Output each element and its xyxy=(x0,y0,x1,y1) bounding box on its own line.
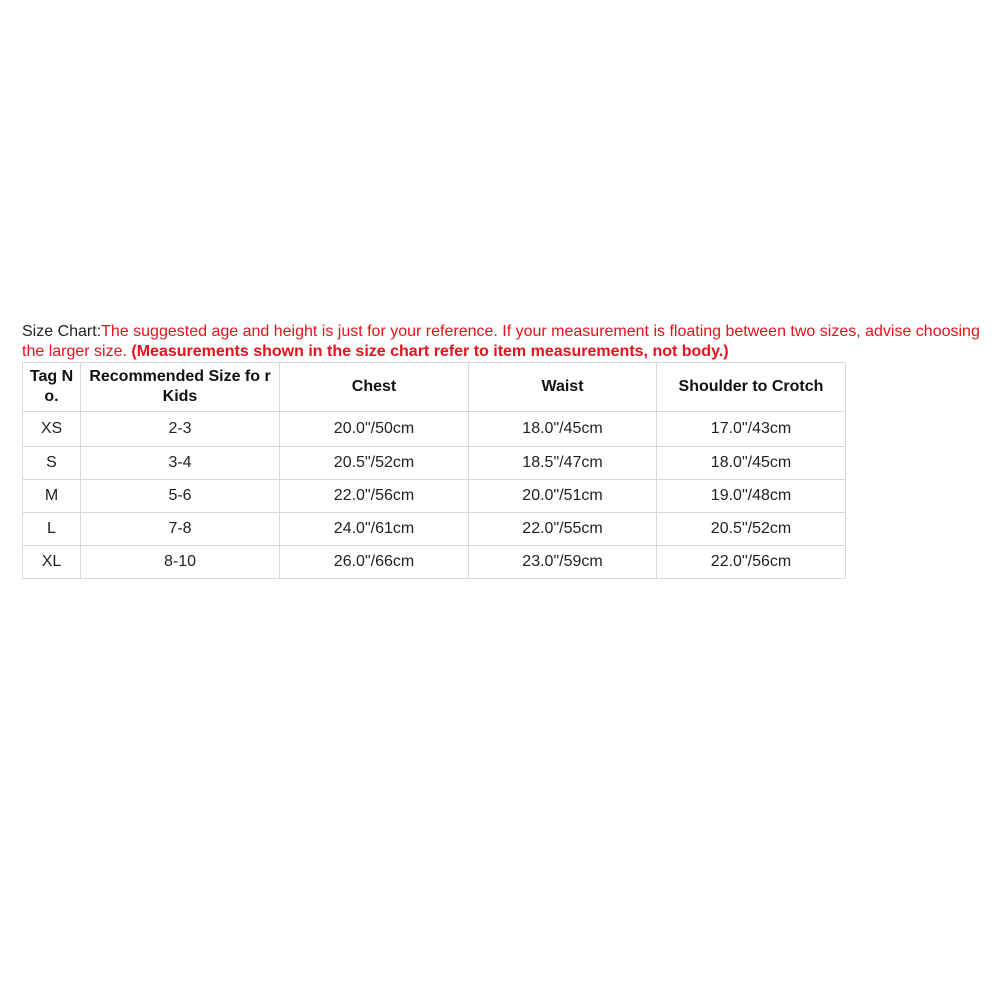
cell-shoulder-to-crotch: 22.0"/56cm xyxy=(657,546,846,579)
table-row xyxy=(23,513,846,546)
cell-tag: L xyxy=(23,513,81,546)
cell-waist: 20.0"/51cm xyxy=(469,480,657,513)
cell-chest: 20.5"/52cm xyxy=(280,447,469,480)
table-row xyxy=(23,412,846,447)
cell-waist: 18.0"/45cm xyxy=(469,412,657,447)
measurement-disclaimer: (Measurements shown in the size chart refer to item measurements, not body.) xyxy=(131,343,729,360)
cell-waist: 23.0"/59cm xyxy=(469,546,657,579)
size-advice-text: The suggested age and height is just for your reference. If your measurement is floating between two sizes, advise choosing the larger size. xyxy=(22,323,980,360)
header-recommended-size: Recommended Size fo r Kids xyxy=(81,363,280,412)
header-chest: Chest xyxy=(280,363,469,412)
header-waist: Waist xyxy=(469,363,657,412)
cell-kids-size: 2-3 xyxy=(81,412,280,447)
cell-tag: XL xyxy=(23,546,81,579)
size-chart-label: Size Chart: xyxy=(22,323,102,340)
cell-chest: 26.0"/66cm xyxy=(280,546,469,579)
cell-tag: XS xyxy=(23,412,81,447)
cell-shoulder-to-crotch: 20.5"/52cm xyxy=(657,513,846,546)
cell-shoulder-to-crotch: 18.0"/45cm xyxy=(657,447,846,480)
cell-kids-size: 5-6 xyxy=(81,480,280,513)
header-shoulder-to-crotch: Shoulder to Crotch xyxy=(657,363,846,412)
cell-shoulder-to-crotch: 17.0"/43cm xyxy=(657,412,846,447)
cell-tag: S xyxy=(23,447,81,480)
cell-waist: 22.0"/55cm xyxy=(469,513,657,546)
table-row xyxy=(23,480,846,513)
size-chart-note xyxy=(22,322,990,362)
cell-shoulder-to-crotch: 19.0"/48cm xyxy=(657,480,846,513)
table-row xyxy=(23,546,846,579)
table-header-row xyxy=(23,363,846,412)
table-row xyxy=(23,447,846,480)
cell-chest: 24.0"/61cm xyxy=(280,513,469,546)
cell-waist: 18.5"/47cm xyxy=(469,447,657,480)
cell-tag: M xyxy=(23,480,81,513)
cell-kids-size: 3-4 xyxy=(81,447,280,480)
cell-kids-size: 7-8 xyxy=(81,513,280,546)
cell-chest: 22.0"/56cm xyxy=(280,480,469,513)
size-chart-table xyxy=(22,362,846,579)
cell-chest: 20.0"/50cm xyxy=(280,412,469,447)
cell-kids-size: 8-10 xyxy=(81,546,280,579)
header-tag-no: Tag N o. xyxy=(23,363,81,412)
